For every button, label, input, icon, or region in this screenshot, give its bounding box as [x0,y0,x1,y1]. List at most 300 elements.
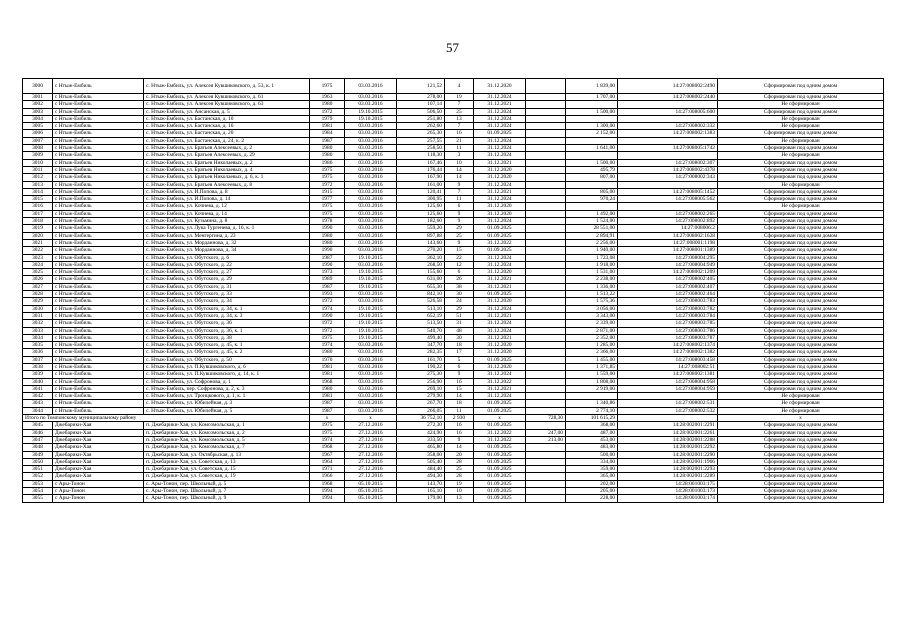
table-cell: 51 [445,312,474,319]
table-cell: 3023 [23,254,53,261]
table-cell: 7 [445,123,474,130]
table-cell: 3002 [23,101,53,108]
table-cell [526,79,566,94]
table-row [23,232,884,239]
table-cell: 334,00 [566,458,618,465]
table-cell: 3009 [23,152,53,159]
table-cell: 1981 [310,123,345,130]
table-cell: 1 285,00 [566,342,618,349]
table-cell: Сформирован под одним домом [718,371,884,378]
table-row [23,276,884,283]
table-cell: 1987 [310,407,345,414]
table-cell: 14:28:002001:2293 [618,466,718,473]
table-cell: с Нтыж-Ембиль [53,254,144,261]
table-row [23,283,884,290]
table-cell: с. Ары-Тонон, пер. Школьный, д. 9 [144,495,310,502]
table-cell [526,363,566,370]
table-cell: Сформирован под одним домом [718,422,884,429]
table-cell: 16 [445,429,474,436]
table-cell: 01.09.2025 [474,356,526,363]
table-cell: 3015 [23,196,53,203]
table-row [23,203,884,210]
table-cell: 14:27:008002:332 [618,123,718,130]
table-cell: 30 [445,291,474,298]
table-cell [526,261,566,268]
table-cell: 9 [445,239,474,246]
table-cell: 01.09.2025 [474,407,526,414]
table-cell: 3033 [23,327,53,334]
table-cell: 3039 [23,371,53,378]
table-cell: 27.12.2016 [345,451,397,458]
table-cell: 9 [445,210,474,217]
table-cell: 19.10.2015 [345,305,397,312]
table-cell: с Нтыж-Ембиль [53,232,144,239]
table-cell: 1 808,00 [566,378,618,385]
table-cell: 31.12.2022 [474,239,526,246]
table-row [23,327,884,334]
table-cell: 10 [445,159,474,166]
table-cell: 03.03.2016 [345,188,397,195]
table-cell: 3041 [23,385,53,392]
table-row [23,466,884,473]
table-cell: 1 575,36 [566,298,618,305]
table-cell: 9 [445,371,474,378]
table-cell: 2 774,10 [566,407,618,414]
table-cell: 3005 [23,123,53,130]
table-cell: с Нтыж-Ембиль [53,218,144,225]
table-cell [526,458,566,465]
table-row [23,400,884,407]
table-cell [526,349,566,356]
table-cell: 03.03.2016 [345,385,397,392]
table-cell: 11 [445,196,474,203]
table-cell: с. Нтыж-Ембиль, ул. Кочнева, д. 14 [144,210,310,217]
table-cell: 31.12.2021 [474,334,526,341]
table-cell [526,320,566,327]
table-row [23,349,884,356]
table-cell: с Нтыж-Ембиль [53,210,144,217]
table-cell: с Ары-Тонон [53,480,144,487]
table-row [23,247,884,254]
table-cell: 179,00 [397,495,445,502]
table-cell: 1974 [310,342,345,349]
table-cell: 01.09.2025 [474,247,526,254]
table-cell: 03.03.2016 [345,159,397,166]
table-cell: Не сформирован [718,137,884,144]
table-cell: 1966 [310,473,345,480]
table-cell: 120,41 [397,188,445,195]
table-cell: 1990 [310,247,345,254]
table-cell: 1 492,00 [566,210,618,217]
table-cell: Сформирован под одним домом [718,312,884,319]
table-cell: 31.12.2024 [474,108,526,115]
table-cell: 26 [445,276,474,283]
table-cell: 16 [445,378,474,385]
table-cell: Сформирован под одним домом [718,232,884,239]
table-cell: 3030 [23,305,53,312]
table-cell: 31.12.2020 [474,174,526,181]
table-cell: Сформирован под одним домом [718,283,884,290]
table-cell: 3054 [23,488,53,495]
table-cell: Сформирован под одним домом [718,466,884,473]
table-cell: с. Нтыж-Ембиль, ул. Обутского, д. 36 [144,320,310,327]
table-cell: 500,00 [566,451,618,458]
table-cell: 3029 [23,298,53,305]
table-row [23,291,884,298]
table-cell: Сформирован под одним домом [718,495,884,502]
table-cell: 03.03.2016 [345,145,397,152]
table-cell: с. Нтыж-Ембиль, ул. Бастанская, д. 10 [144,115,310,122]
table-cell: 14:28:002001:2261 [618,429,718,436]
table-cell: 1978 [310,218,345,225]
table-cell [526,203,566,210]
table-cell: 27.12.2016 [345,466,397,473]
table-cell: 1980 [310,232,345,239]
table-cell: Сформирован под одним домом [718,342,884,349]
table-cell: 3017 [23,210,53,217]
table-cell: 14:27:008002:4378 [618,166,718,173]
table-cell: 30 [445,334,474,341]
table-cell: Сформирован под одним домом [718,363,884,370]
table-cell: 03.03.2016 [345,152,397,159]
table-cell: Сформирован под одним домом [718,458,884,465]
table-cell: 03.03.2016 [345,363,397,370]
table-cell: 1971 [310,466,345,473]
table-cell: Сформирован под одним домом [718,210,884,217]
table-cell [526,152,566,159]
table-cell: п. Джебарики-Хая, ул. Советская, д. 19 [144,473,310,480]
table-cell: 14:28:002001:2290 [618,451,718,458]
table-cell: Сформирован под одним домом [718,378,884,385]
table-cell: 03.03.2016 [345,130,397,137]
table-cell: 14:27:008002:343 [618,174,718,181]
table-cell: 143,60 [397,239,445,246]
table-row [23,393,884,400]
table-cell: 1 371,85 [566,363,618,370]
table-cell: п. Джебарики-Хая, ул. Комсомольская, д. 7 [144,444,310,451]
table-cell: 14:27:008003:784 [618,312,718,319]
table-row [23,115,884,122]
table-cell: 01.09.2025 [474,480,526,487]
table-cell: с. Нтыж-Ембиль, ул. П.Кувшиковского, д. 14, к. 1 [144,371,310,378]
table-cell [566,115,618,122]
table-row [23,137,884,144]
table-cell: 31.12.2022 [474,436,526,443]
table-cell: 25 [445,108,474,115]
table-cell: 31.12.2024 [474,261,526,268]
table-cell: с Нтыж-Ембиль [53,312,144,319]
table-cell: с Нтыж-Ембиль [53,276,144,283]
table-row [23,422,884,429]
table-row [23,480,884,487]
table-cell: 14:27:008003:783 [618,298,718,305]
table-cell: 258,50 [397,145,445,152]
table-cell: 269,10 [397,385,445,392]
table-cell: с Ары-Тонон [53,495,144,502]
table-cell: с. Нтыж-Ембиль, ул. П.Кувшиковского, д. 6 [144,363,310,370]
table-cell [526,232,566,239]
table-cell: Не сформирован [718,115,884,122]
table-row [23,181,884,188]
table-cell: 1972 [310,320,345,327]
table-cell: 05.10.2015 [345,495,397,502]
table-cell: Сформирован под одним домом [718,334,884,341]
table-cell: 3011 [23,166,53,173]
table-cell [526,218,566,225]
table-cell: с Нтыж-Ембиль [53,225,144,232]
table-cell: с. Нтыж-Ембиль, ул. Морданнова, д. 34 [144,247,310,254]
table-cell: с. Нтыж-Ембиль, ул. Обутского, д. 33 [144,291,310,298]
table-cell: 14:27:008003:786 [618,327,718,334]
table-cell: 01.09.2025 [474,488,526,495]
table-cell: 31.12.2024 [474,320,526,327]
table-cell: 38 [445,283,474,290]
table-cell: 03.03.2016 [345,203,397,210]
table-cell: с. Нтыж-Ембиль, ул. Алексея Кувшиковского, д. 61 [144,94,310,101]
table-cell: 3001 [23,94,53,101]
table-cell: 513,10 [397,305,445,312]
table-cell: 05.10.2015 [345,480,397,487]
table-cell: 28 [445,458,474,465]
table-cell: 1 524,00 [566,218,618,225]
table-cell: 3000 [23,79,53,94]
table-cell: 29 [445,225,474,232]
table-cell: 11 [445,407,474,414]
table-cell: 15 [445,247,474,254]
table-cell: 31.12.2024 [474,393,526,400]
table-cell: 275,30 [397,371,445,378]
table-cell: 9 [445,436,474,443]
table-cell: Не сформирован [718,400,884,407]
table-cell: 31.12.2024 [474,115,526,122]
table-cell: 3051 [23,466,53,473]
table-cell: 28 [445,473,474,480]
table-cell: Не сформирован [718,393,884,400]
table-cell: 487,00 [566,429,618,436]
table-cell: с. Нтыж-Ембиль, ул. Обутского, д. 50 [144,356,310,363]
table-cell: с Нтыж-Ембиль [53,378,144,385]
table-cell: 268,50 [397,261,445,268]
total-cell: 2 930 [445,415,474,422]
table-cell: с. Нтыж-Ембиль, ул. Братьев Алексеевых, д. 8 [144,181,310,188]
table-cell: Сформирован под одним домом [718,159,884,166]
table-cell: 4 [445,79,474,94]
housing-registry-table [22,78,884,503]
table-cell: 31.12.2020 [474,166,526,173]
table-cell: 05.10.2015 [345,488,397,495]
table-cell: 19.10.2015 [345,276,397,283]
table-cell: 1 500,00 [566,108,618,115]
table-cell: Джебарики-Хая [53,466,144,473]
table-cell: 2 352,00 [566,334,618,341]
table-cell [526,196,566,203]
table-cell [526,480,566,487]
table-cell: с Нтыж-Ембиль [53,261,144,268]
table-cell: 19.10.2015 [345,334,397,341]
table-cell [526,378,566,385]
table-cell: 1 513,22 [566,291,618,298]
table-cell: Сформирован под одним домом [718,174,884,181]
table-cell: 14:28:002001:2288 [618,436,718,443]
table-cell: 359,00 [566,466,618,473]
table-cell: 14:28:002001:1966 [618,458,718,465]
table-cell: 01.09.2025 [474,495,526,502]
table-cell: 1915 [310,188,345,195]
table-cell: 03.03.2016 [345,232,397,239]
table-cell: с. Нтыж-Ембиль, ул. И.Попова, д. 8 [144,188,310,195]
table-cell: с Нтыж-Ембиль [53,291,144,298]
table-cell: с. Нтыж-Ембиль, ул. Кузьмина, д. 8 [144,218,310,225]
table-cell: 1973 [310,269,345,276]
table-cell: 14:28:001003:173 [618,488,718,495]
table-cell: 19.10.2015 [345,269,397,276]
table-cell: Сформирован под одним домом [718,291,884,298]
table-cell: 03.03.2016 [345,210,397,217]
table-cell: 3027 [23,283,53,290]
table-cell: 247,00 [526,429,566,436]
table-cell: 14 [445,444,474,451]
table-cell: 165,10 [397,488,445,495]
table-cell: 31.12.2021 [474,312,526,319]
table-cell: 1981 [310,371,345,378]
table-row [23,356,884,363]
table-cell: Сформирован под одним домом [718,218,884,225]
table-cell: с. Нтыж-Ембиль, ул. Троицкового, д. 1, к. 1 [144,393,310,400]
table-cell: 1987 [310,254,345,261]
table-cell: 167,46 [397,159,445,166]
table-cell: 31.12.2024 [474,371,526,378]
table-cell [526,137,566,144]
table-cell: Сформирован под одним домом [718,130,884,137]
table-cell: Сформирован под одним домом [718,188,884,195]
table-cell: 31.12.2020 [474,203,526,210]
table-cell: 3031 [23,312,53,319]
table-cell: 14:27:008003:458 [618,356,718,363]
table-cell: 14:27:008002:2490 [618,79,718,94]
table-cell: 365,00 [566,473,618,480]
table-cell: 31 [445,320,474,327]
table-cell: с Нтыж-Ембиль [53,283,144,290]
table-cell: 14:27:008002:464 [618,291,718,298]
table-cell: 48 [445,327,474,334]
table-cell: 3 [445,152,474,159]
table-cell: 31.12.2020 [474,79,526,94]
table-cell: 31.12.2024 [474,123,526,130]
table-cell: Сформирован под одним домом [718,444,884,451]
table-cell: Сформирован под одним домом [718,239,884,246]
table-row [23,239,884,246]
table-cell: 1994 [310,488,345,495]
table-row [23,166,884,173]
table-cell [526,174,566,181]
table-cell: 21 [445,137,474,144]
table-cell: 3004 [23,115,53,122]
table-cell [526,225,566,232]
table-cell: 1987 [310,400,345,407]
table-cell: 3050 [23,458,53,465]
table-cell: 1964 [310,458,345,465]
table-cell: Сформирован под одним домом [718,276,884,283]
table-cell: 506,50 [397,108,445,115]
table-cell [566,101,618,108]
table-cell: с Нтыж-Ембиль [53,181,144,188]
table-row [23,218,884,225]
table-cell: Сформирован под одним домом [718,94,884,101]
table-cell: 14:27:008004:958 [618,378,718,385]
table-cell: 1981 [310,393,345,400]
table-cell [526,444,566,451]
table-cell: 3032 [23,320,53,327]
table-cell: 970,24 [566,196,618,203]
table-cell: 897,88 [397,232,445,239]
table-cell: с. Нтыж-Ембиль, ул. Братьев Николаевых, д. 6, к. 1 [144,174,310,181]
table-cell: Джебарики-Хая [53,444,144,451]
table-cell: 1975 [310,174,345,181]
table-cell: 368,00 [566,422,618,429]
total-cell: 101 615,29 [566,415,618,422]
table-cell: 14 [445,174,474,181]
table-cell: 14:27:008002:405 [618,276,718,283]
table-cell: Не сформирован [718,152,884,159]
table-cell: Сформирован под одним домом [718,451,884,458]
table-cell: 01.09.2025 [474,466,526,473]
table-cell: 14:27:008002:892 [618,218,718,225]
table-cell: 14:27:008002:532 [618,407,718,414]
table-cell: 14:27:008002:1383 [618,130,718,137]
table-cell: с Нтыж-Ембиль [53,305,144,312]
table-cell: 31.12.2020 [474,210,526,217]
table-cell: 282,35 [397,349,445,356]
table-cell: с Нтыж-Ембиль [53,123,144,130]
table-cell: 505,40 [397,458,445,465]
table-cell: 14:27:008005:1742 [618,145,718,152]
table-cell: 1990 [310,261,345,268]
table-cell [526,342,566,349]
table-cell: 31.12.2024 [474,152,526,159]
table-cell: 19 [445,480,474,487]
table-row [23,451,884,458]
table-cell [526,495,566,502]
table-cell: 1 300,00 [566,123,618,130]
table-cell: 278,00 [397,94,445,101]
table-cell [526,159,566,166]
table-cell: 362,10 [397,254,445,261]
table-cell: 1 839,00 [566,79,618,94]
table-cell: Не сформирован [718,181,884,188]
table-cell: 01.09.2025 [474,400,526,407]
table-cell: 27.12.2016 [345,436,397,443]
table-cell: 03.03.2016 [345,123,397,130]
table-row [23,298,884,305]
table-cell: 1 940,00 [566,247,618,254]
table-cell: 559,20 [397,225,445,232]
table-cell: 14:27:008002:407 [618,283,718,290]
table-cell: 18 [445,342,474,349]
table-cell: 14:27:008002:307 [618,159,718,166]
table-cell: 31.12.2021 [474,159,526,166]
table-cell: Сформирован под одним домом [718,473,884,480]
table-cell: 1987 [310,137,345,144]
table-cell [566,137,618,144]
table-row [23,363,884,370]
table-cell: 1975 [310,166,345,173]
table-cell: 1989 [310,276,345,283]
table-cell: 3024 [23,261,53,268]
table-cell: 31.12.2024 [474,145,526,152]
table-cell: 1974 [310,305,345,312]
table-cell: Сформирован под одним домом [718,196,884,203]
table-cell: 1980 [310,145,345,152]
